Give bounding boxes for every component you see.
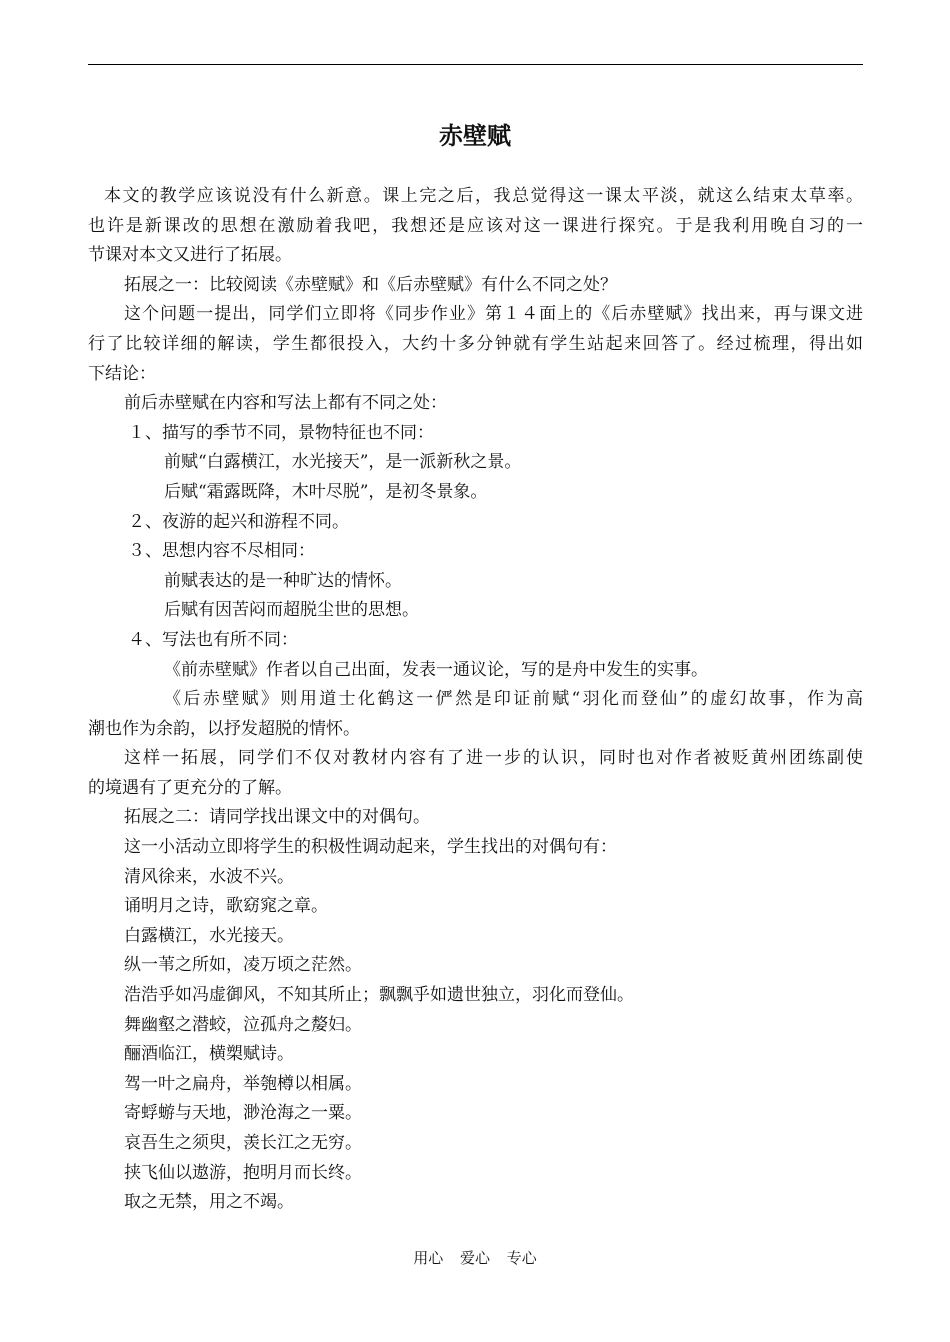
paragraph-line: 下结论： — [88, 363, 156, 384]
list-item: ３、思想内容不尽相同： — [128, 541, 315, 562]
couplet-line: 寄蜉蝣与天地，渺沧海之一粟。 — [124, 1103, 362, 1124]
paragraph-line: 拓展之二：请同学找出课文中的对偶句。 — [124, 807, 430, 828]
paragraph-line: 前后赤壁赋在内容和写法上都有不同之处： — [124, 393, 447, 414]
couplet-line: 酾酒临江，横槊赋诗。 — [124, 1044, 294, 1065]
paragraph-line: 这个问题一提出，同学们立即将《同步作业》第１４面上的《后赤壁赋》找出来，再与课文进 — [124, 304, 863, 325]
paragraph-line: 行了比较详细的解读，学生都很投入，大约十多分钟就有学生站起来回答了。经过梳理，得出如 — [88, 333, 863, 354]
paragraph-line: 这样一拓展，同学们不仅对教材内容有了进一步的认识，同时也对作者被贬黄州团练副使 — [124, 748, 863, 769]
paragraph-line: 拓展之一：比较阅读《赤壁赋》和《后赤壁赋》有什么不同之处？ — [124, 274, 617, 295]
couplet-line: 舞幽壑之潜蛟，泣孤舟之嫠妇。 — [124, 1014, 362, 1035]
header-rule — [88, 64, 863, 65]
paragraph-line: 潮也作为余韵，以抒发超脱的情怀。 — [88, 718, 360, 739]
list-item: ４、写法也有所不同： — [128, 629, 298, 650]
paragraph-line: 这一小活动立即将学生的积极性调动起来，学生找出的对偶句有： — [124, 837, 617, 858]
couplet-line: 诵明月之诗，歌窈窕之章。 — [124, 896, 328, 917]
paragraph-line: 也许是新课改的思想在激励着我吧，我想还是应该对这一课进行探究。于是我利用晚自习的一 — [88, 215, 863, 236]
couplet-line: 清风徐来，水波不兴。 — [124, 866, 294, 887]
document-title: 赤壁赋 — [439, 122, 511, 150]
couplet-line: 取之无禁，用之不竭。 — [124, 1192, 294, 1213]
list-subitem: 后赋有因苦闷而超脱尘世的思想。 — [164, 600, 419, 621]
list-subitem: 前赋表达的是一种旷达的情怀。 — [164, 570, 402, 591]
paragraph-line: 本文的教学应该说没有什么新意。课上完之后，我总觉得这一课太平淡，就这么结束太草率。 — [104, 186, 863, 206]
couplet-line: 纵一苇之所如，凌万顷之茫然。 — [124, 955, 362, 976]
page-footer: 用心 爱心 专心 — [413, 1249, 537, 1267]
document-body — [88, 182, 863, 1218]
list-subitem: 《前赤壁赋》作者以自己出面，发表一通议论，写的是舟中发生的实事。 — [164, 659, 708, 680]
couplet-line: 白露横江，水光接天。 — [124, 925, 294, 946]
couplet-line: 哀吾生之须臾，羡长江之无穷。 — [124, 1133, 362, 1153]
list-subitem: 《后赤壁赋》则用道士化鹤这一俨然是印证前赋“羽化而登仙”的虚幻故事，作为高 — [164, 689, 863, 710]
paragraph-line: 节课对本文又进行了拓展。 — [88, 245, 292, 266]
paragraph-line: 的境遇有了更充分的了解。 — [88, 777, 292, 798]
couplet-line: 驾一叶之扁舟，举匏樽以相属。 — [124, 1073, 362, 1094]
couplet-line: 挟飞仙以遨游，抱明月而长终。 — [124, 1162, 362, 1183]
list-item: ２、夜游的起兴和游程不同。 — [128, 511, 349, 532]
list-item: １、描写的季节不同，景物特征也不同： — [128, 422, 434, 443]
list-subitem: 后赋“霜露既降，木叶尽脱”，是初冬景象。 — [164, 481, 488, 502]
list-subitem: 前赋“白露横江，水光接天”，是一派新秋之景。 — [164, 452, 522, 473]
couplet-line: 浩浩乎如冯虚御风，不知其所止；飘飘乎如遗世独立，羽化而登仙。 — [124, 985, 634, 1006]
